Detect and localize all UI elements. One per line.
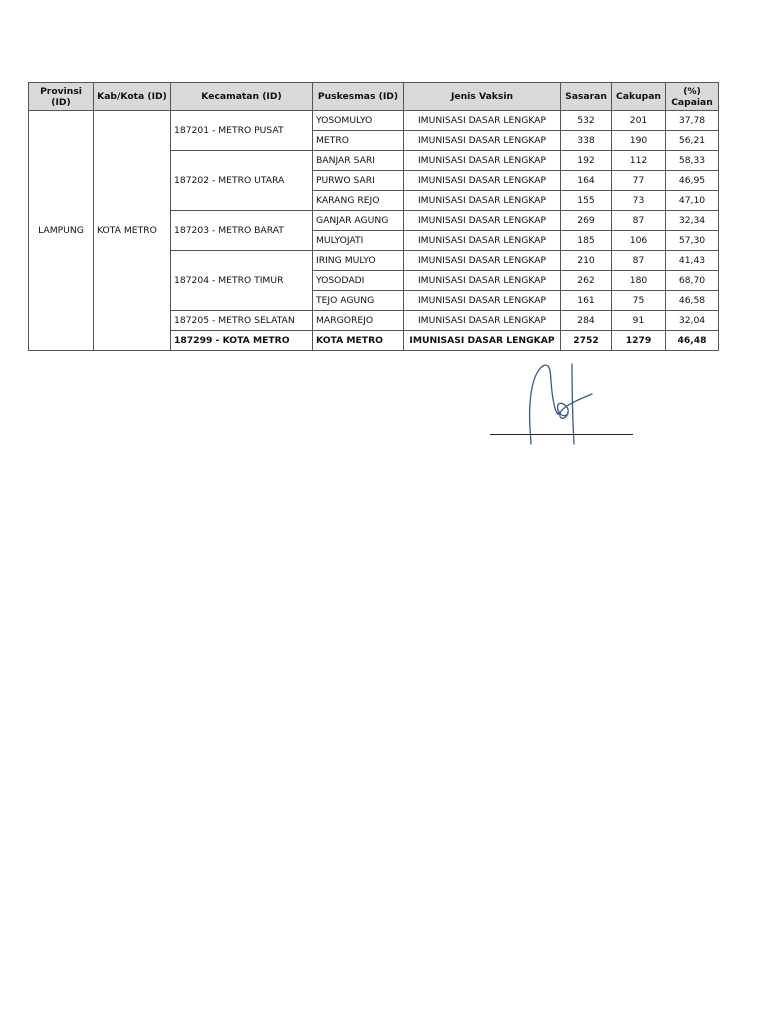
capaian-cell: 41,43 bbox=[666, 251, 719, 271]
sasaran-cell: 164 bbox=[561, 171, 612, 191]
cakupan-cell: 106 bbox=[612, 231, 666, 251]
header-sasaran: Sasaran bbox=[561, 83, 612, 111]
table-row bbox=[29, 111, 719, 131]
puskesmas-cell: BANJAR SARI bbox=[313, 151, 404, 171]
sasaran-cell: 185 bbox=[561, 231, 612, 251]
kecamatan-cell: 187204 - METRO TIMUR bbox=[171, 251, 313, 311]
sasaran-cell: 155 bbox=[561, 191, 612, 211]
header-provinsi: Provinsi (ID) bbox=[29, 83, 94, 111]
header-puskesmas: Puskesmas (ID) bbox=[313, 83, 404, 111]
vaksin-cell: IMUNISASI DASAR LENGKAP bbox=[404, 211, 561, 231]
vaksin-cell: IMUNISASI DASAR LENGKAP bbox=[404, 151, 561, 171]
vaksin-cell: IMUNISASI DASAR LENGKAP bbox=[404, 171, 561, 191]
capaian-cell: 58,33 bbox=[666, 151, 719, 171]
header-cakupan: Cakupan bbox=[612, 83, 666, 111]
total-cakupan-cell: 1279 bbox=[612, 331, 666, 351]
cakupan-cell: 91 bbox=[612, 311, 666, 331]
sasaran-cell: 532 bbox=[561, 111, 612, 131]
sasaran-cell: 192 bbox=[561, 151, 612, 171]
puskesmas-cell: PURWO SARI bbox=[313, 171, 404, 191]
header-capaian: (%) Capaian bbox=[666, 83, 719, 111]
capaian-cell: 47,10 bbox=[666, 191, 719, 211]
capaian-cell: 46,95 bbox=[666, 171, 719, 191]
header-kabkota: Kab/Kota (ID) bbox=[94, 83, 171, 111]
total-capaian-cell: 46,48 bbox=[666, 331, 719, 351]
vaksin-cell: IMUNISASI DASAR LENGKAP bbox=[404, 271, 561, 291]
cakupan-cell: 75 bbox=[612, 291, 666, 311]
puskesmas-cell: MULYOJATI bbox=[313, 231, 404, 251]
capaian-cell: 32,04 bbox=[666, 311, 719, 331]
cakupan-cell: 180 bbox=[612, 271, 666, 291]
capaian-cell: 57,30 bbox=[666, 231, 719, 251]
vaksin-cell: IMUNISASI DASAR LENGKAP bbox=[404, 231, 561, 251]
vaccination-coverage-table bbox=[28, 82, 719, 351]
cakupan-cell: 112 bbox=[612, 151, 666, 171]
capaian-cell: 68,70 bbox=[666, 271, 719, 291]
sasaran-cell: 284 bbox=[561, 311, 612, 331]
vaksin-cell: IMUNISASI DASAR LENGKAP bbox=[404, 291, 561, 311]
capaian-cell: 32,34 bbox=[666, 211, 719, 231]
vaksin-cell: IMUNISASI DASAR LENGKAP bbox=[404, 311, 561, 331]
table-header-row bbox=[29, 83, 719, 111]
header-kecamatan: Kecamatan (ID) bbox=[171, 83, 313, 111]
sasaran-cell: 269 bbox=[561, 211, 612, 231]
kabkota-cell: KOTA METRO bbox=[94, 111, 171, 351]
capaian-cell: 37,78 bbox=[666, 111, 719, 131]
kecamatan-cell: 187201 - METRO PUSAT bbox=[171, 111, 313, 151]
vaksin-cell: IMUNISASI DASAR LENGKAP bbox=[404, 111, 561, 131]
capaian-cell: 46,58 bbox=[666, 291, 719, 311]
cakupan-cell: 201 bbox=[612, 111, 666, 131]
sasaran-cell: 161 bbox=[561, 291, 612, 311]
sasaran-cell: 262 bbox=[561, 271, 612, 291]
kecamatan-cell: 187203 - METRO BARAT bbox=[171, 211, 313, 251]
capaian-cell: 56,21 bbox=[666, 131, 719, 151]
provinsi-cell: LAMPUNG bbox=[29, 111, 94, 351]
total-kecamatan-cell: 187299 - KOTA METRO bbox=[171, 331, 313, 351]
vaksin-cell: IMUNISASI DASAR LENGKAP bbox=[404, 131, 561, 151]
signature-line bbox=[490, 434, 633, 435]
kecamatan-cell: 187205 - METRO SELATAN bbox=[171, 311, 313, 331]
puskesmas-cell: TEJO AGUNG bbox=[313, 291, 404, 311]
total-vaksin-cell: IMUNISASI DASAR LENGKAP bbox=[404, 331, 561, 351]
puskesmas-cell: YOSODADI bbox=[313, 271, 404, 291]
cakupan-cell: 77 bbox=[612, 171, 666, 191]
vaksin-cell: IMUNISASI DASAR LENGKAP bbox=[404, 251, 561, 271]
total-puskesmas-cell: KOTA METRO bbox=[313, 331, 404, 351]
header-jenis-vaksin: Jenis Vaksin bbox=[404, 83, 561, 111]
puskesmas-cell: GANJAR AGUNG bbox=[313, 211, 404, 231]
sasaran-cell: 338 bbox=[561, 131, 612, 151]
vaksin-cell: IMUNISASI DASAR LENGKAP bbox=[404, 191, 561, 211]
puskesmas-cell: MARGOREJO bbox=[313, 311, 404, 331]
puskesmas-cell: KARANG REJO bbox=[313, 191, 404, 211]
cakupan-cell: 190 bbox=[612, 131, 666, 151]
sasaran-cell: 210 bbox=[561, 251, 612, 271]
puskesmas-cell: METRO bbox=[313, 131, 404, 151]
cakupan-cell: 87 bbox=[612, 251, 666, 271]
puskesmas-cell: IRING MULYO bbox=[313, 251, 404, 271]
cakupan-cell: 73 bbox=[612, 191, 666, 211]
puskesmas-cell: YOSOMULYO bbox=[313, 111, 404, 131]
kecamatan-cell: 187202 - METRO UTARA bbox=[171, 151, 313, 211]
total-sasaran-cell: 2752 bbox=[561, 331, 612, 351]
cakupan-cell: 87 bbox=[612, 211, 666, 231]
